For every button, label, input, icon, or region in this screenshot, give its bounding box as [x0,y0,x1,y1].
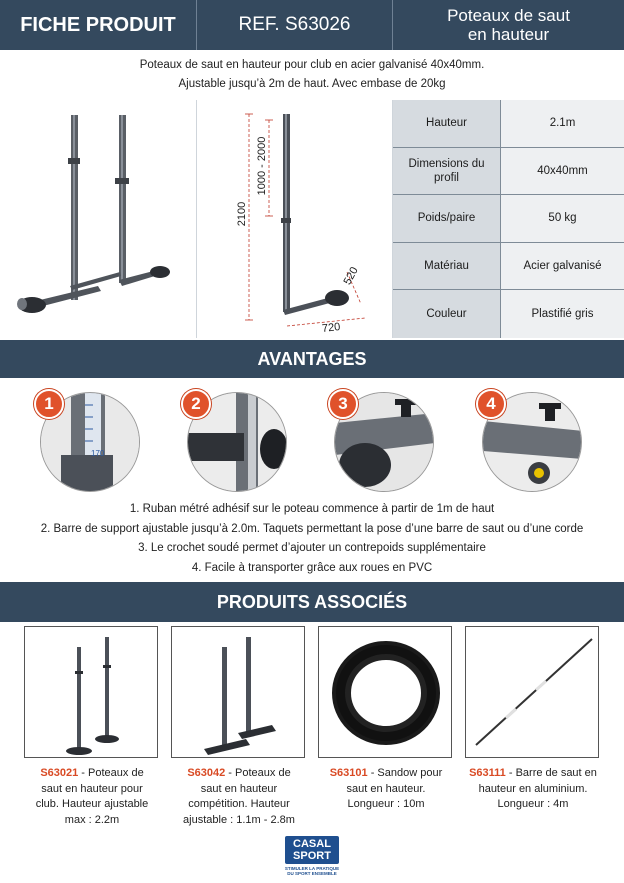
associated-product-card[interactable] [465,626,601,813]
spec-value: 40x40mm [501,148,624,195]
associated-product-text-l3: club. Hauteur ajustable [35,798,149,810]
associated-product-text-l1: - Poteaux de [225,767,291,779]
logo-line2: SPORT [293,850,331,862]
advantage-2 [187,392,287,492]
advantage-3-number: 3 [328,389,358,419]
logo-line1: CASAL [293,838,331,850]
associated-product-image [318,626,452,758]
spec-value: 50 kg [501,195,624,242]
intro-line2: Ajustable jusqu’à 2m de haut. Avec embase de 20kg [178,78,446,90]
associated-product-ref[interactable]: S63042 [187,767,226,779]
associated-product-text-l1: - Barre de saut en [505,767,597,779]
associated-product-card[interactable] [318,626,454,813]
advantage-text-3: 3. Le crochet soudé permet d’ajouter un contrepoids supplémentaire [138,542,486,554]
logo-tagline2: DU SPORT ENSEMBLE [287,871,337,876]
associated-product-ref[interactable]: S63021 [40,767,79,779]
logo-mark [285,836,339,864]
advantages-images [0,384,624,494]
associated-product-text-l3: compétition. Hauteur [188,798,290,810]
spec-row [393,148,624,196]
spec-label: Matériau [393,243,501,290]
associated-product-description [24,766,160,828]
dimension-height-adjust: 1000 - 2000 [256,136,268,196]
associated-product-text-l4: ajustable : 1.1m - 2.8m [183,813,295,826]
associated-product-text-l2: saut en hauteur [200,782,278,795]
associated-product-text-l2: saut en hauteur. [346,782,426,795]
technical-drawing [197,100,393,338]
intro-line1: Poteaux de saut en hauteur pour club en acier galvanisé 40x40mm. [139,59,485,71]
spec-row [393,195,624,243]
associated-product-text-l2: saut en hauteur pour [41,782,143,795]
advantage-4-number: 4 [476,389,506,419]
header-bar [0,0,624,50]
associated-product-ref[interactable]: S63101 [329,767,368,779]
advantage-3 [334,392,434,492]
associated-product-description [171,766,307,828]
advantage-1-number: 1 [34,389,64,419]
associated-product-text-l3: Longueur : 4m [497,798,569,810]
advantage-1 [40,392,140,492]
spec-row [393,290,624,338]
club-stands-illustration [25,627,158,758]
spec-label: Hauteur [393,100,501,147]
logo-tagline1: STIMULER LA PRATIQUE [284,866,340,871]
spec-row [393,243,624,291]
spec-label: Dimensions du profil [393,148,501,195]
associated-product-card[interactable] [171,626,307,828]
tape-mark-label: 170 [91,449,105,458]
associated-product-image [171,626,305,758]
spec-label: Couleur [393,290,501,338]
product-name [393,0,624,50]
bungee-cord-illustration [319,627,452,758]
associated-product-text-l1: - Sandow pour [367,767,443,779]
intro-text [0,56,624,94]
dimension-height-total: 2100 [236,201,249,227]
associated-products [0,626,624,826]
advantage-4 [482,392,582,492]
associated-product-description [318,766,454,813]
product-photo [0,100,197,338]
product-name-line1: Poteaux de saut [447,6,570,25]
spec-row [393,100,624,148]
associated-product-ref[interactable]: S63111 [469,767,506,779]
associated-product-image [24,626,158,758]
jump-stands-illustration [0,100,197,338]
dimension-drawing-illustration [197,100,393,338]
advantages-heading: AVANTAGES [0,340,624,378]
advantages-list [0,500,624,578]
brand-logo [283,836,341,878]
spec-value: 2.1m [501,100,624,147]
product-reference: REF. S63026 [197,0,393,50]
associated-product-image [465,626,599,758]
logo-tagline [283,866,341,876]
associated-products-heading: PRODUITS ASSOCIÉS [0,582,624,622]
spec-table [393,100,624,338]
associated-product-text-l4: max : 2.2m [64,813,120,826]
advantage-2-number: 2 [181,389,211,419]
associated-product-description [465,766,601,813]
associated-product-card[interactable] [24,626,160,828]
crossbar-illustration [466,627,599,758]
sheet-title: FICHE PRODUIT [0,0,197,50]
advantage-text-2: 2. Barre de support ajustable jusqu’à 2.0m. Taquets permettant la pose d’une barre de saut ou d’une corde [40,522,584,535]
dimension-depth: 520 [341,265,361,287]
advantage-text-4: 4. Facile à transporter grâce aux roues en PVC [191,561,433,574]
product-name-line2: en hauteur [467,25,550,44]
spec-label: Poids/paire [393,195,501,242]
associated-product-text-l2: hauteur en aluminium. [478,782,588,795]
spec-value: Acier galvanisé [501,243,624,290]
associated-product-text-l3: Longueur : 10m [347,798,425,810]
product-image-row [0,100,393,338]
spec-value: Plastifié gris [501,290,624,338]
competition-stands-illustration [172,627,305,758]
dimension-width: 720 [321,321,341,335]
advantage-text-1: 1. Ruban métré adhésif sur le poteau commence à partir de 1m de haut [129,503,495,515]
associated-product-text-l1: - Poteaux de [78,767,144,779]
